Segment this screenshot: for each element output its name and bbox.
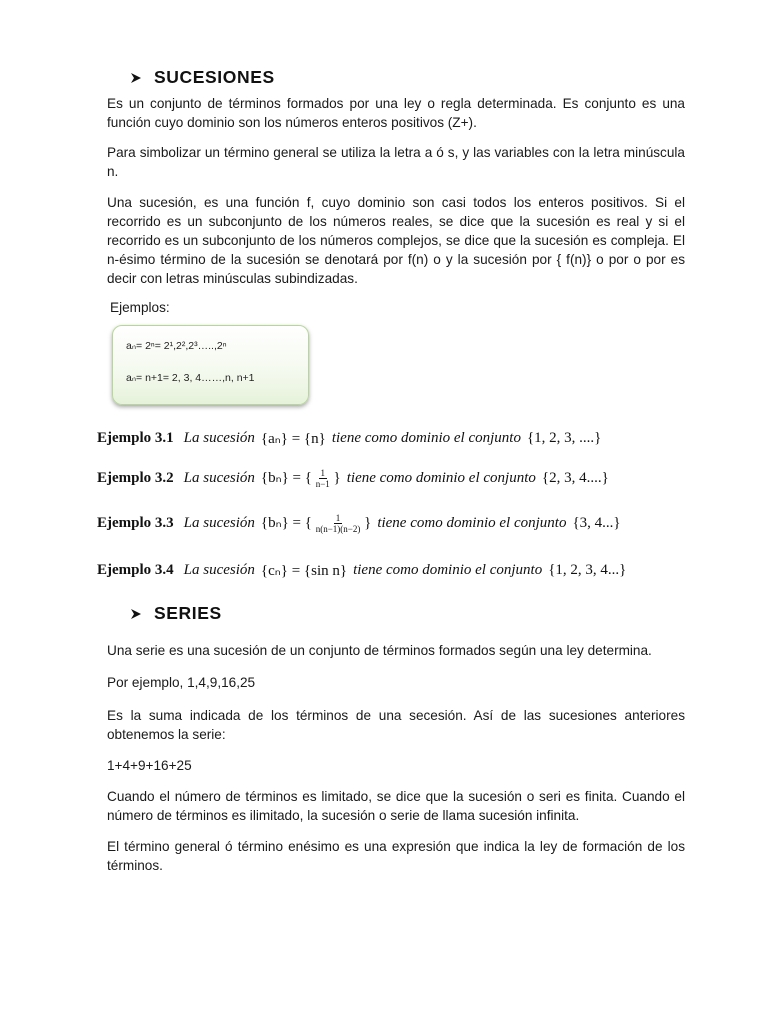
fraction-denominator: n−1	[315, 479, 330, 490]
ejemplo-3-2	[97, 468, 615, 489]
fraction	[316, 513, 361, 534]
arrow-bullet-icon	[129, 71, 143, 85]
paragraph-suma-indicada: Es la suma indicada de los términos de una secesión. Así de las sucesiones anteriores obtenemos la serie:	[107, 708, 685, 742]
ejemplo-seq	[261, 468, 341, 489]
fraction-numerator: 1	[335, 513, 341, 524]
heading-series-text: SERIES	[154, 603, 222, 623]
seq-left: {bₙ} = {	[260, 515, 312, 531]
paragraph-termino-general: El término general ó término enésimo es una expresión que indica la ley de formación de los términos.	[107, 839, 685, 873]
ejemplo-label: Ejemplo 3.2	[97, 470, 174, 487]
ejemplo-seq: {aₙ} = {n}	[260, 431, 326, 447]
ejemplo-set: {1, 2, 3, 4...}	[548, 562, 627, 578]
fraction-numerator: 1	[320, 468, 325, 479]
example-formula-2: aₙ= n+1= 2, 3, 4……,n, n+1	[126, 372, 255, 384]
seq-right: }	[333, 470, 341, 486]
paragraph-finita-infinita: Cuando el número de términos es limitado, se dice que la sucesión o seri es finita. Cuando el número de términos es ilimitado, la sucesión o serie de llama sucesión infinita.	[107, 789, 685, 823]
ejemplo-label: Ejemplo 3.3	[97, 515, 174, 532]
example-formula-1: aₙ= 2ⁿ= 2¹,2²,2³…..,2ⁿ	[126, 340, 227, 352]
paragraph-definicion: Es un conjunto de términos formados por una ley o regla determinada. Es conjunto es una función cuyo dominio son los números enteros positivos (Z+).	[107, 96, 685, 130]
ejemplo-pre: La sucesión	[183, 470, 255, 487]
ejemplo-label: Ejemplo 3.4	[97, 562, 174, 578]
seq-right: }	[364, 515, 372, 531]
ejemplo-3-1	[97, 429, 607, 448]
heading-series	[129, 603, 222, 624]
paragraph-funcion: Una sucesión, es una función f, cuyo dominio son casi todos los enteros positivos. Si el recorrido es un subconjunto de los números reales, se dice que la sucesión es real y si el recorrido es un subconjunto de los números complejos, se dice que la sucesión es compleja. El n-ésimo término de la sucesión se denotará por f(n) o y la sucesión por { f(n)} o por o por es decir con letras minúsculas subindizadas.	[107, 195, 685, 286]
examples-box	[112, 325, 309, 405]
ejemplo-3-4	[97, 561, 632, 580]
ejemplo-seq	[261, 513, 371, 534]
ejemplo-pre: La sucesión	[183, 515, 255, 532]
ejemplo-post: tiene como dominio el conjunto	[346, 470, 536, 487]
ejemplo-seq: {cₙ} = {sin n}	[260, 563, 348, 579]
ejemplo-label: Ejemplo 3.1	[97, 430, 174, 446]
ejemplo-3-3	[97, 513, 627, 534]
paragraph-por-ejemplo: Por ejemplo, 1,4,9,16,25	[107, 675, 256, 690]
paragraph-simbolizar: Para simbolizar un término general se utiliza la letra a ó s, y las variables con la letra minúscula n.	[107, 145, 685, 179]
ejemplo-set: {2, 3, 4....}	[541, 470, 609, 487]
paragraph-serie-definicion: Una serie es una sucesión de un conjunto de términos formados según una ley determina.	[107, 643, 652, 658]
seq-left: {bₙ} = {	[260, 470, 312, 486]
ejemplo-post: tiene como dominio el conjunto	[377, 515, 567, 532]
paragraph-serie-ejemplo: 1+4+9+16+25	[107, 758, 192, 773]
fraction-denominator: n(n−1)(n−2)	[315, 524, 361, 535]
heading-sucesiones	[129, 67, 275, 88]
fraction	[316, 468, 330, 489]
ejemplo-set: {1, 2, 3, ....}	[526, 430, 602, 446]
ejemplo-pre: La sucesión	[183, 562, 255, 578]
ejemplo-pre: La sucesión	[183, 430, 255, 446]
heading-sucesiones-text: SUCESIONES	[154, 67, 275, 87]
ejemplo-set: {3, 4...}	[572, 515, 621, 532]
ejemplo-post: tiene como dominio el conjunto	[353, 562, 543, 578]
arrow-bullet-icon	[129, 607, 143, 621]
ejemplo-post: tiene como dominio el conjunto	[331, 430, 521, 446]
examples-label: Ejemplos:	[110, 300, 170, 315]
